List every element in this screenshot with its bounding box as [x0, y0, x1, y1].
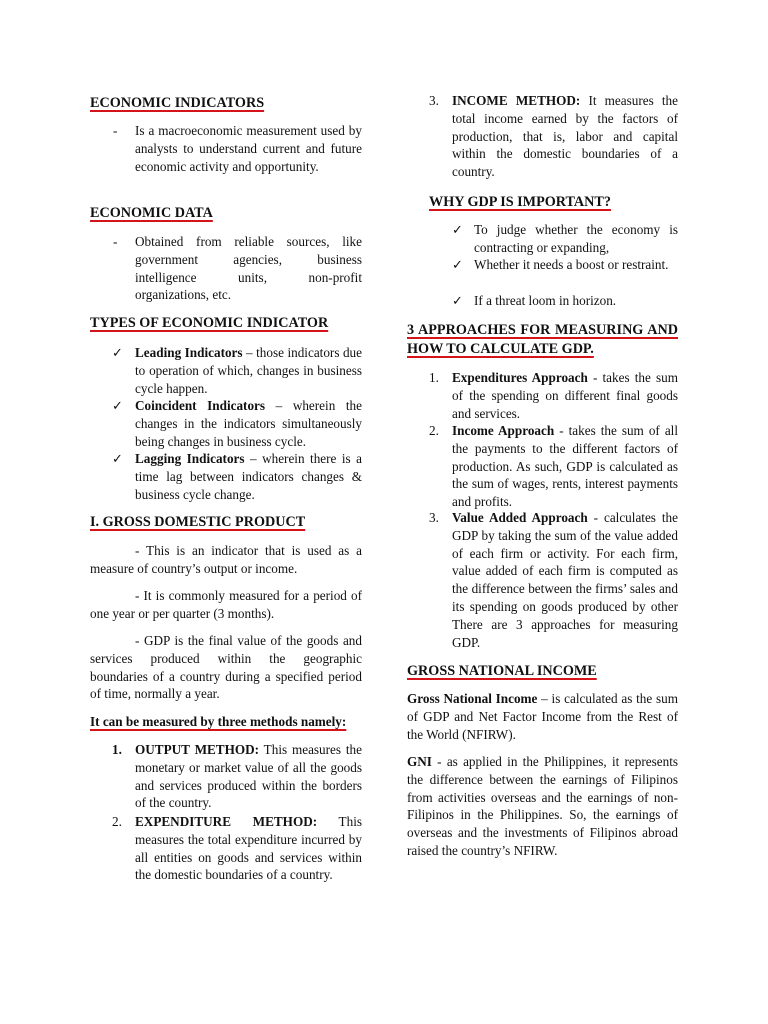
list-item-text: If a threat loom in horizon. [474, 293, 617, 308]
economic-data-item [90, 233, 362, 305]
list-item-term: Lagging Indicators [135, 451, 245, 466]
list-item-desc: This measures the monetary or market value of all the goods and services produced within the borders of the country. [135, 742, 362, 811]
list-number: 3. [429, 510, 439, 525]
list-item-text [135, 450, 362, 503]
checkmark-icon: ✓ [112, 345, 123, 360]
methods-intro: It can be measured by three methods namely: [90, 714, 347, 729]
economic-data-text: Obtained from reliable sources, like government agencies, business intelligence units, non-profit organizations, etc. [135, 234, 362, 303]
economic-indicators-item [90, 122, 362, 194]
gdp-paragraph: - It is commonly measured for a period of one year or per quarter (3 months). [90, 588, 362, 621]
list-item-text [452, 422, 678, 511]
gni-desc: - as applied in the Philippines, it represents the difference between the earnings of Filipinos from activities overseas and the earnings of non-Filipinos in the Philippines. So, the earnings of overseas and the investments of Filipinos abroad raised the country’s NFIRW. [407, 754, 678, 858]
list-item-text [452, 369, 678, 422]
list-item-text [135, 344, 362, 397]
list-item-text [135, 813, 362, 884]
list-item-term: INCOME METHOD: [452, 93, 581, 108]
list-item-term: Leading Indicators [135, 345, 243, 360]
checkmark-icon: ✓ [452, 257, 463, 272]
economic-indicators-heading: ECONOMIC INDICATORS [90, 95, 265, 111]
list-item-text [452, 509, 678, 651]
economic-data-heading: ECONOMIC DATA [90, 205, 213, 221]
checkmark-icon: ✓ [112, 451, 123, 466]
list-item-term: Expenditures Approach [452, 370, 588, 385]
checkmark-icon: ✓ [452, 293, 463, 308]
list-item-text [135, 397, 362, 450]
list-item-term: Income Approach [452, 423, 555, 438]
list-item-term: EXPENDITURE METHOD: [135, 814, 318, 829]
types-heading: TYPES OF ECONOMIC INDICATOR [90, 315, 329, 331]
list-number: 2. [112, 814, 122, 829]
list-item-term: OUTPUT METHOD: [135, 742, 260, 757]
list-item-text: To judge whether the economy is contracting or expanding, [474, 222, 678, 255]
list-item-text [452, 92, 678, 181]
list-item-desc: – those indicators due to operation of which, changes in business cycle happen. [135, 345, 362, 396]
list-item-text [135, 741, 362, 812]
gdp-paragraph: - GDP is the final value of the goods and services produced within the geographic boundaries of a country during a specified period of time, normally a year. [90, 633, 362, 702]
dash-bullet: - [113, 123, 118, 138]
checkmark-icon: ✓ [112, 398, 123, 413]
gni-term: Gross National Income [407, 691, 538, 706]
why-gdp-heading: WHY GDP IS IMPORTANT? [429, 194, 611, 210]
list-item-desc: - calculates the GDP by taking the sum of the value added of each firm or activity. For each firm, value added of each firm is computed as the difference between the firms’ sales and its spending on goods produced by other There are 3 approaches for measuring GDP. [452, 510, 678, 650]
list-item-text: Whether it needs a boost or restraint. [474, 257, 669, 272]
gni-paragraph [407, 690, 678, 743]
gdp-heading: I. GROSS DOMESTIC PRODUCT [90, 514, 306, 530]
approaches-heading: 3 APPROACHES FOR MEASURING AND HOW TO CALCULATE GDP. [407, 322, 678, 357]
list-item-desc: - takes the sum of all the payments to the different factors of production. As such, GDP is calculated as the sum of wages, rents, interest payments and profits. [452, 423, 678, 510]
list-item-desc: – wherein there is a time lag between indicators changes & business cycle change. [135, 451, 362, 502]
gdp-paragraph: - This is an indicator that is used as a measure of country’s output or income. [90, 543, 362, 576]
list-number: 2. [429, 423, 439, 438]
dash-bullet: - [113, 234, 118, 249]
checkmark-icon: ✓ [452, 222, 463, 237]
gni-paragraph [407, 753, 678, 860]
list-item-term: Coincident Indicators [135, 398, 266, 413]
list-item-desc: - takes the sum of the spending on different final goods and services. [452, 370, 678, 421]
gni-term: GNI [407, 754, 432, 769]
list-item-term: Value Added Approach [452, 510, 588, 525]
list-item-desc: It measures the total income earned by the factors of production, that is, labor and capital within the domestic boundaries of a country. [452, 93, 679, 180]
list-item-desc: This measures the total expenditure incurred by all entities on goods and services within the domestic boundaries of a country. [135, 814, 362, 883]
gni-desc: – is calculated as the sum of GDP and Net Factor Income from the Rest of the World (NFIRW). [407, 691, 678, 742]
list-item-desc: – wherein the changes in the indicators simultaneously being changes in business cycle. [135, 398, 362, 449]
list-number: 1. [429, 370, 439, 385]
list-number: 1. [112, 742, 122, 757]
list-number: 3. [429, 93, 439, 108]
economic-indicators-text: Is a macroeconomic measurement used by analysts to understand current and future economic activity and opportunity. [135, 123, 362, 174]
gni-heading: GROSS NATIONAL INCOME [407, 663, 597, 679]
